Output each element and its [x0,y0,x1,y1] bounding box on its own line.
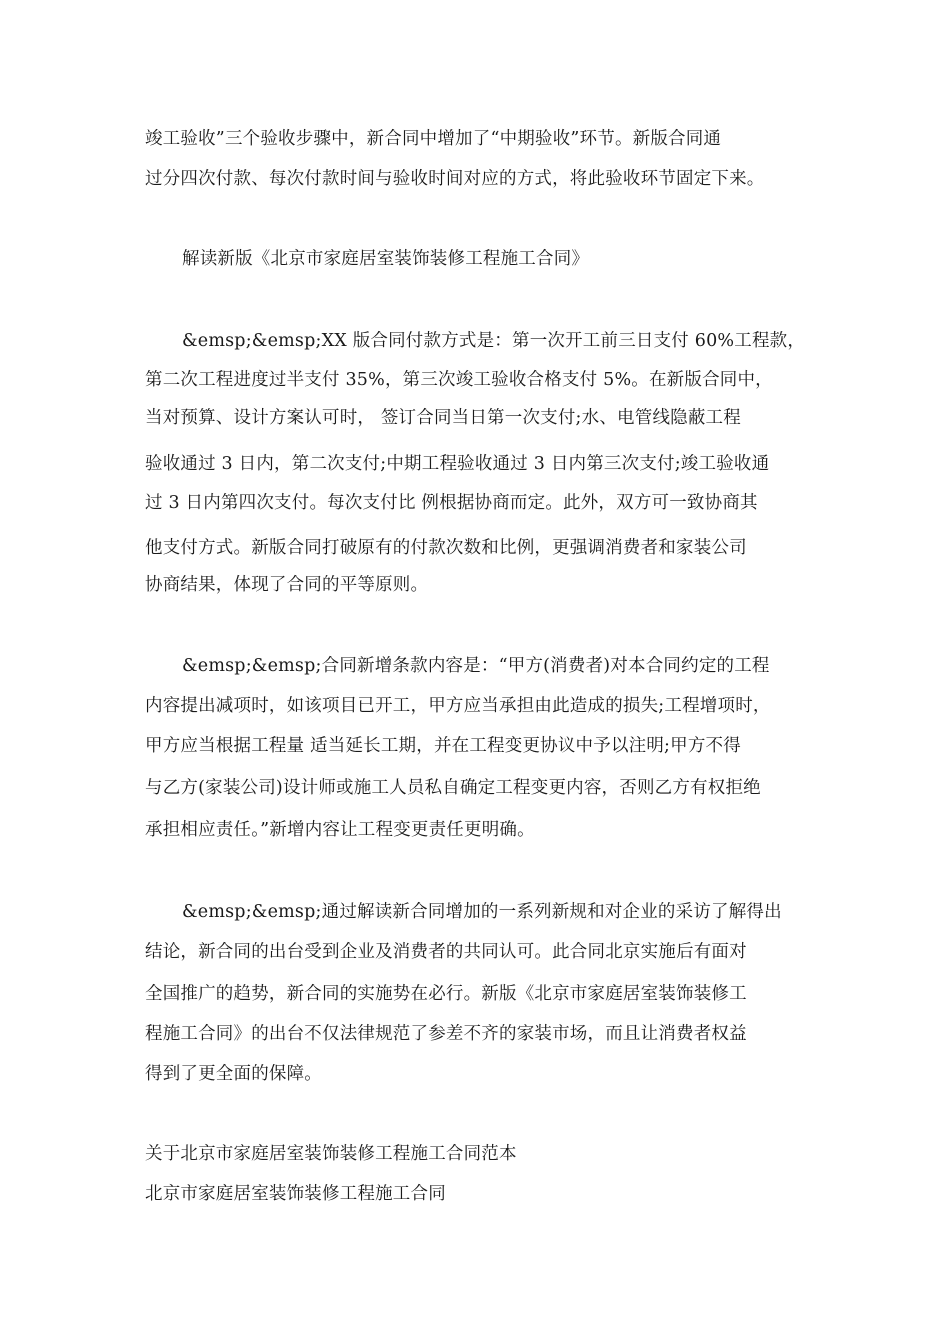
paragraph-line: 他支付方式。新版合同打破原有的付款次数和比例，更强调消费者和家装公司 [145,538,747,558]
paragraph-line: 内容提出减项时，如该项目已开工，甲方应当承担由此造成的损失;工程增项时， [145,696,771,716]
paragraph-line: &emsp;&emsp;XX 版合同付款方式是：第一次开工前三日支付 60%工程款， [182,331,806,351]
paragraph-line: 第二次工程进度过半支付 35%，第三次竣工验收合格支付 5%。在新版合同中， [145,370,773,390]
paragraph-line: 甲方应当根据工程量 适当延长工期，并在工程变更协议中予以注明;甲方不得 [145,736,741,756]
paragraph-line: 承担相应责任。”新增内容让工程变更责任更明确。 [145,820,535,840]
paragraph-line: 过分四次付款、每次付款时间与验收时间对应的方式，将此验收环节固定下来。 [145,169,765,189]
paragraph-line: 竣工验收”三个验收步骤中，新合同中增加了“中期验收”环节。新版合同通 [145,129,722,149]
paragraph-line: &emsp;&emsp;通过解读新合同增加的一系列新规和对企业的采访了解得出 [182,902,782,922]
paragraph-line: 协商结果，体现了合同的平等原则。 [145,575,429,595]
paragraph-line: 结论，新合同的出台受到企业及消费者的共同认可。此合同北京实施后有面对 [145,942,747,962]
paragraph-line: &emsp;&emsp;合同新增条款内容是：“甲方(消费者)对本合同约定的工程 [182,656,770,676]
paragraph-line: 全国推广的趋势，新合同的实施势在必行。新版《北京市家庭居室装饰装修工 [145,984,747,1004]
section-heading: 解读新版《北京市家庭居室装饰装修工程施工合同》 [182,249,590,269]
paragraph-line: 程施工合同》的出台不仅法律规范了参差不齐的家装市场，而且让消费者权益 [145,1024,747,1044]
footer-title: 北京市家庭居室装饰装修工程施工合同 [145,1184,446,1204]
paragraph-line: 当对预算、设计方案认可时， 签订合同当日第一次支付;水、电管线隐蔽工程 [145,408,741,428]
paragraph-line: 得到了更全面的保障。 [145,1064,322,1084]
paragraph-line: 过 3 日内第四次支付。每次支付比 例根据协商而定。此外，双方可一致协商其 [145,493,758,513]
footer-title: 关于北京市家庭居室装饰装修工程施工合同范本 [145,1144,517,1164]
paragraph-line: 验收通过 3 日内，第二次支付;中期工程验收通过 3 日内第三次支付;竣工验收通 [145,454,770,474]
paragraph-line: 与乙方(家装公司)设计师或施工人员私自确定工程变更内容，否则乙方有权拒绝 [145,778,761,798]
